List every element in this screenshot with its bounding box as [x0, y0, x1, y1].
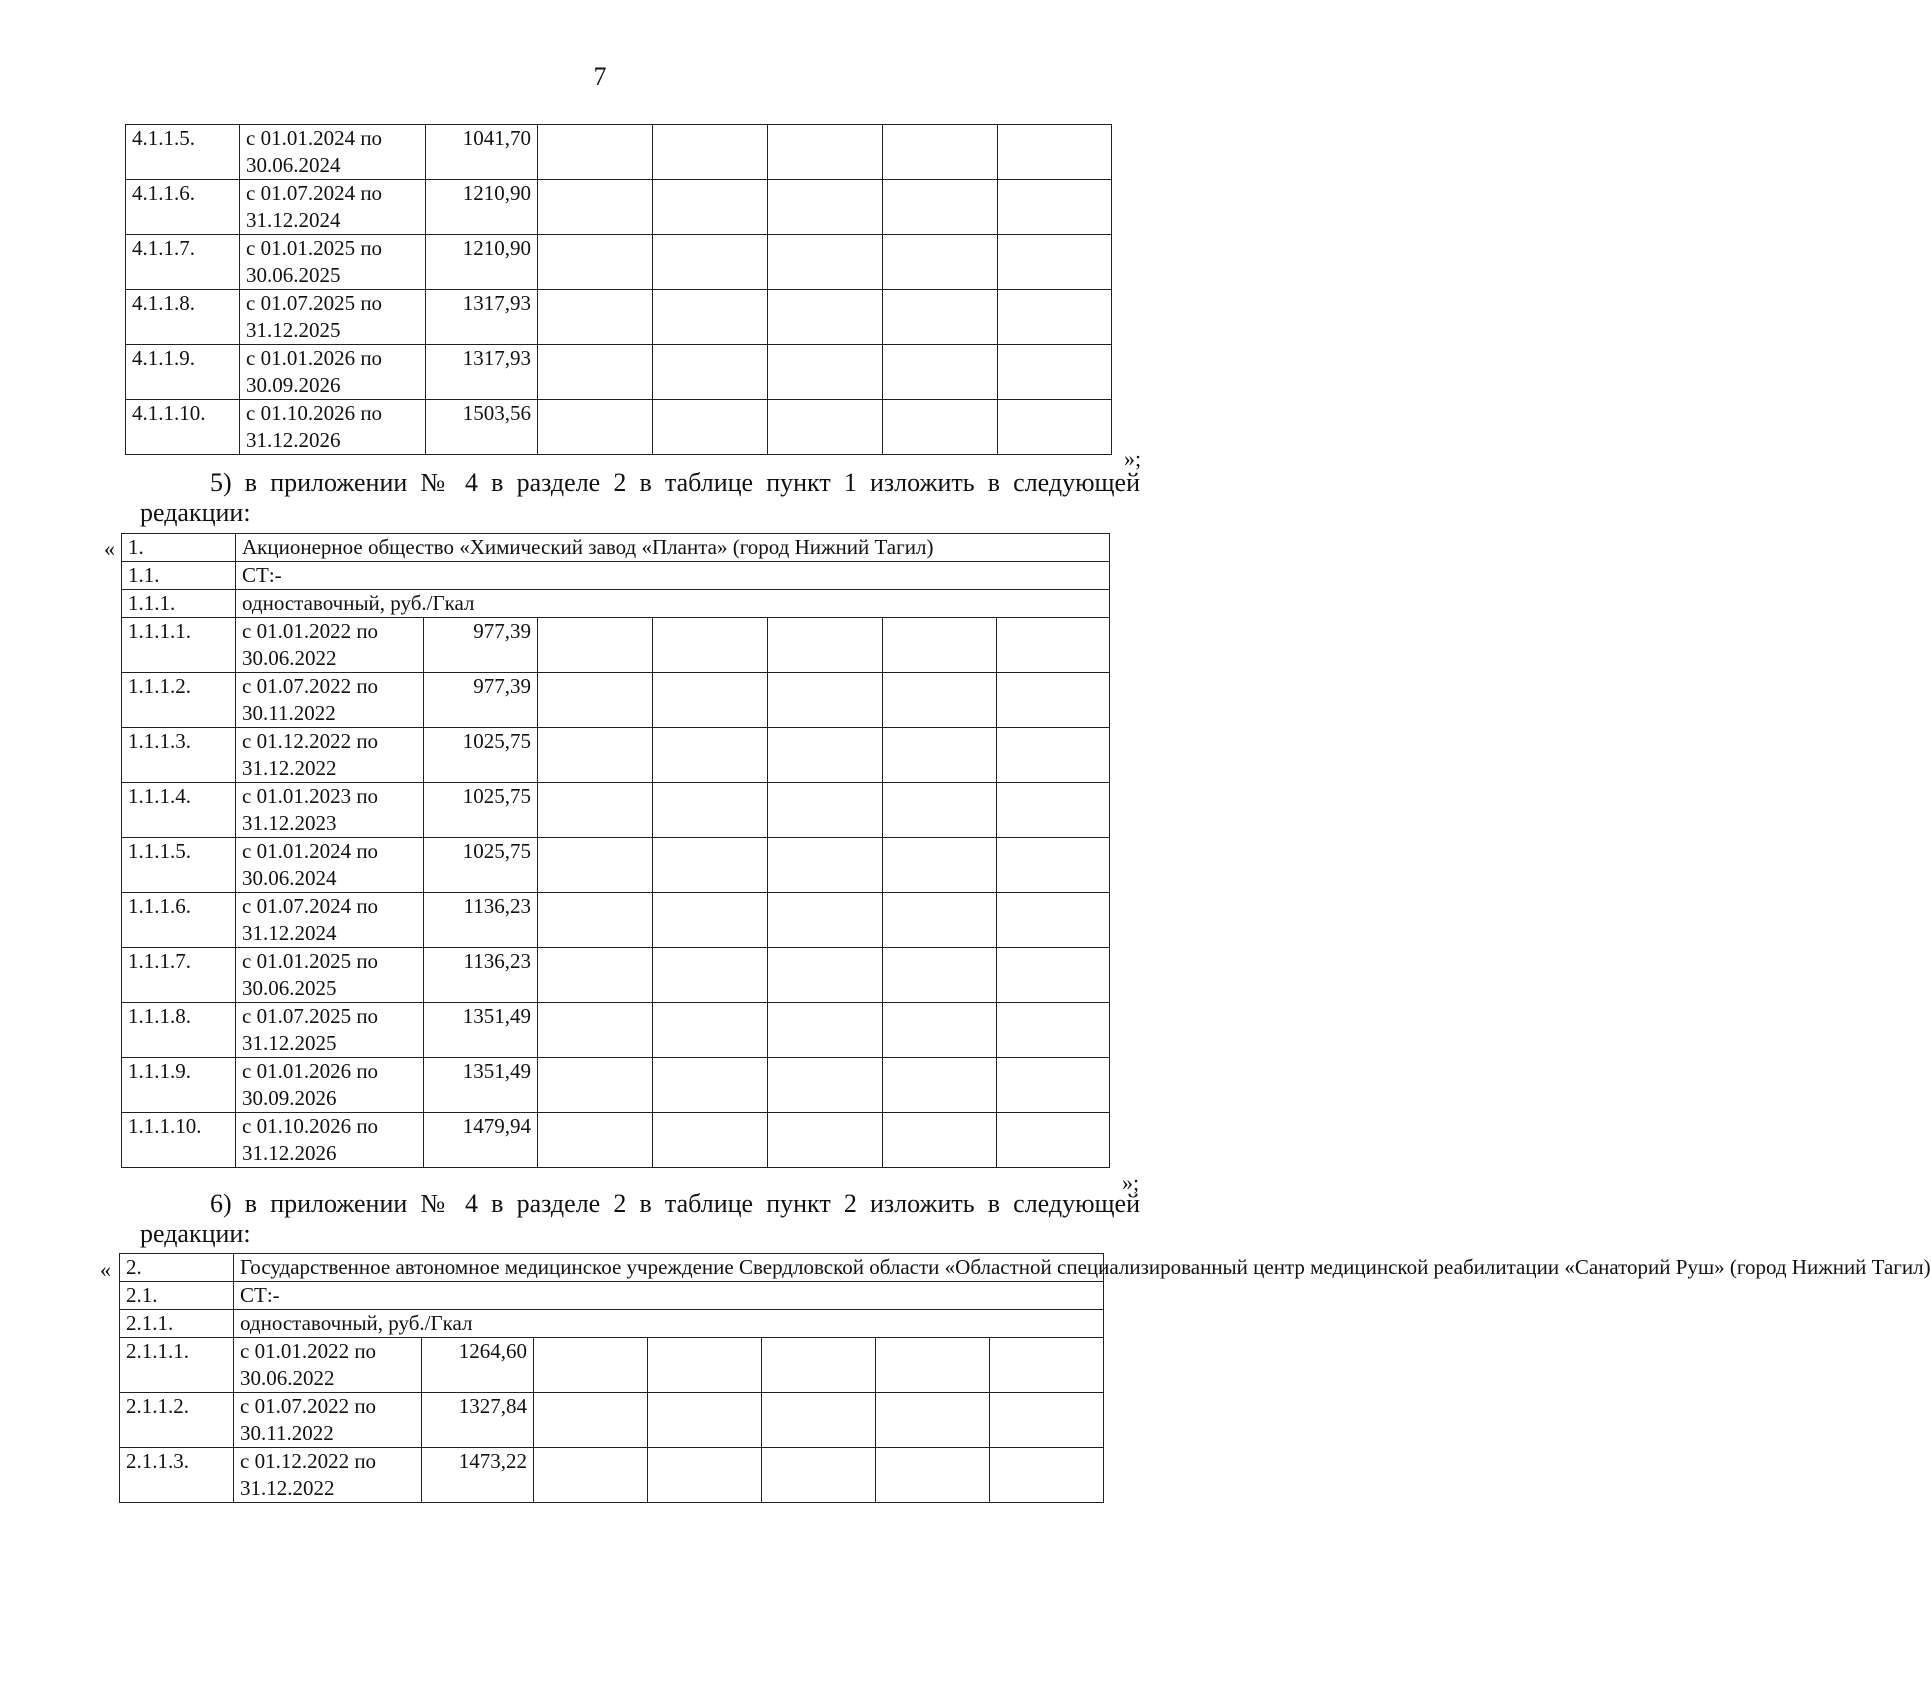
empty-cell: [538, 180, 653, 235]
period-end: 31.12.2024: [242, 921, 337, 945]
empty-cell: [538, 1058, 653, 1113]
empty-cell: [768, 673, 883, 728]
table-header-row: [120, 1310, 1104, 1338]
period-start: с 01.01.2026 по: [246, 346, 383, 370]
period-end: 31.12.2025: [242, 1031, 337, 1055]
empty-cell: [768, 290, 883, 345]
tariff-value: 1136,23: [424, 948, 538, 1003]
period-end: 31.12.2026: [246, 428, 341, 452]
empty-cell: [762, 1338, 876, 1393]
table-row: [122, 618, 1110, 673]
table-row: [122, 948, 1110, 1003]
row-code: 2.1.1.3.: [120, 1448, 234, 1503]
empty-cell: [653, 673, 768, 728]
empty-cell: [998, 180, 1112, 235]
period-end: 31.12.2024: [246, 208, 341, 232]
empty-cell: [653, 1003, 768, 1058]
table-row: [126, 290, 1112, 345]
empty-cell: [768, 948, 883, 1003]
tariff-value: 1351,49: [424, 1058, 538, 1113]
row-code: 2.1.1.1.: [120, 1338, 234, 1393]
tariff-value: 1327,84: [422, 1393, 534, 1448]
empty-cell: [883, 783, 997, 838]
period-start: с 01.01.2024 по: [242, 839, 379, 863]
period-end: 30.06.2024: [246, 153, 341, 177]
row-code: 1.1.1.6.: [122, 893, 236, 948]
row-code: 1.1.1.5.: [122, 838, 236, 893]
empty-cell: [883, 893, 997, 948]
period-cell: [236, 838, 424, 893]
organization-name: Акционерное общество «Химический завод «Планта» (город Нижний Тагил): [236, 534, 1110, 562]
system-label: СТ:-: [234, 1282, 1104, 1310]
empty-cell: [883, 1058, 997, 1113]
table-row: [122, 1058, 1110, 1113]
table-row: [122, 673, 1110, 728]
empty-cell: [648, 1393, 762, 1448]
table-header-row: [122, 590, 1110, 618]
table-row: [122, 1113, 1110, 1168]
empty-cell: [883, 400, 998, 455]
empty-cell: [538, 290, 653, 345]
table-body: [120, 1254, 1931, 1503]
period-end: 30.11.2022: [242, 701, 336, 725]
empty-cell: [653, 728, 768, 783]
tariff-value: 1503,56: [426, 400, 538, 455]
period-start: с 01.01.2022 по: [240, 1339, 377, 1363]
empty-cell: [762, 1393, 876, 1448]
table-header-row: [120, 1282, 1104, 1310]
table-row: [122, 783, 1110, 838]
empty-cell: [998, 235, 1112, 290]
tariff-value: 1210,90: [426, 235, 538, 290]
empty-cell: [653, 838, 768, 893]
empty-cell: [653, 893, 768, 948]
period-cell: [236, 1003, 424, 1058]
empty-cell: [653, 948, 768, 1003]
open-quote: «: [104, 536, 115, 561]
empty-cell: [990, 1338, 1104, 1393]
period-cell: [236, 1113, 424, 1168]
empty-cell: [653, 290, 768, 345]
row-code: 1.1.1.1.: [122, 618, 236, 673]
empty-cell: [768, 1003, 883, 1058]
period-end: 30.06.2025: [242, 976, 337, 1000]
empty-cell: [538, 838, 653, 893]
period-start: с 01.07.2025 по: [246, 291, 383, 315]
paragraph-6-text: 6) в приложении № 4 в разделе 2 в таблице пункт 2 изложить в следующей редакции:: [140, 1189, 1140, 1248]
row-code: 1.1.1.9.: [122, 1058, 236, 1113]
period-cell: [234, 1393, 422, 1448]
empty-cell: [538, 125, 653, 180]
period-end: 30.06.2024: [242, 866, 337, 890]
row-code: 1.1.1.2.: [122, 673, 236, 728]
empty-cell: [876, 1393, 990, 1448]
item-code: 2.1.: [120, 1282, 234, 1310]
empty-cell: [883, 125, 998, 180]
period-cell: [240, 180, 426, 235]
period-end: 31.12.2022: [240, 1476, 335, 1500]
table-row: [122, 728, 1110, 783]
period-start: с 01.07.2022 по: [240, 1394, 377, 1418]
empty-cell: [768, 125, 883, 180]
period-end: 30.09.2026: [242, 1086, 337, 1110]
paragraph-6: [140, 1189, 1140, 1249]
row-code: 1.1.1.10.: [122, 1113, 236, 1168]
empty-cell: [653, 180, 768, 235]
tariff-value: 1210,90: [426, 180, 538, 235]
empty-cell: [538, 893, 653, 948]
table-row: [120, 1393, 1104, 1448]
tariff-value: 1041,70: [426, 125, 538, 180]
empty-cell: [883, 728, 997, 783]
period-cell: [236, 1058, 424, 1113]
item-code: 1.1.1.: [122, 590, 236, 618]
empty-cell: [653, 235, 768, 290]
table-header-row: [120, 1254, 1104, 1282]
tariff-value: 1317,93: [426, 345, 538, 400]
table-row: [126, 235, 1112, 290]
period-cell: [236, 893, 424, 948]
tariff-value: 1025,75: [424, 728, 538, 783]
period-start: с 01.01.2025 по: [242, 949, 379, 973]
empty-cell: [997, 1113, 1110, 1168]
empty-cell: [997, 618, 1110, 673]
empty-cell: [538, 673, 653, 728]
period-start: с 01.10.2026 по: [246, 401, 383, 425]
empty-cell: [997, 728, 1110, 783]
period-start: с 01.07.2024 по: [246, 181, 383, 205]
tariff-table-planta: [121, 533, 1110, 1168]
period-cell: [236, 728, 424, 783]
table-row: [120, 1338, 1104, 1393]
table-row: [122, 838, 1110, 893]
empty-cell: [538, 235, 653, 290]
empty-cell: [997, 948, 1110, 1003]
row-code: 4.1.1.9.: [126, 345, 240, 400]
period-end: 30.06.2025: [246, 263, 341, 287]
tariff-value: 1473,22: [422, 1448, 534, 1503]
tariff-value: 977,39: [424, 673, 538, 728]
open-quote: «: [100, 1257, 111, 1282]
empty-cell: [768, 180, 883, 235]
empty-cell: [998, 400, 1112, 455]
empty-cell: [538, 400, 653, 455]
period-cell: [240, 400, 426, 455]
period-cell: [240, 345, 426, 400]
empty-cell: [883, 838, 997, 893]
item-code: 2.: [120, 1254, 234, 1282]
organization-name: Государственное автономное медицинское учреждение Свердловской области «Областной специализированный центр медицинской реабилитации «Санаторий Руш» (город Нижний Тагил): [234, 1254, 1104, 1282]
empty-cell: [768, 1058, 883, 1113]
table-body: [122, 534, 1110, 1168]
period-start: с 01.12.2022 по: [242, 729, 379, 753]
tariff-type: одноставочный, руб./Гкал: [236, 590, 1110, 618]
row-code: 1.1.1.8.: [122, 1003, 236, 1058]
table-header-row: [122, 534, 1110, 562]
empty-cell: [538, 728, 653, 783]
empty-cell: [883, 345, 998, 400]
empty-cell: [998, 125, 1112, 180]
empty-cell: [997, 673, 1110, 728]
empty-cell: [997, 1058, 1110, 1113]
empty-cell: [990, 1448, 1104, 1503]
empty-cell: [768, 235, 883, 290]
row-code: 4.1.1.10.: [126, 400, 240, 455]
item-code: 1.: [122, 534, 236, 562]
empty-cell: [762, 1448, 876, 1503]
row-code: 2.1.1.2.: [120, 1393, 234, 1448]
table-row: [126, 180, 1112, 235]
period-cell: [236, 948, 424, 1003]
empty-cell: [998, 290, 1112, 345]
table-header-row: [122, 562, 1110, 590]
period-start: с 01.01.2023 по: [242, 784, 379, 808]
period-cell: [240, 125, 426, 180]
row-code: 4.1.1.7.: [126, 235, 240, 290]
paragraph-5-text: 5) в приложении № 4 в разделе 2 в таблице пункт 1 изложить в следующей редакции:: [140, 468, 1140, 527]
period-end: 30.06.2022: [242, 646, 337, 670]
empty-cell: [768, 618, 883, 673]
paragraph-5: [140, 468, 1140, 528]
tariff-value: 1351,49: [424, 1003, 538, 1058]
empty-cell: [653, 1058, 768, 1113]
period-cell: [234, 1338, 422, 1393]
period-start: с 01.07.2025 по: [242, 1004, 379, 1028]
tariff-value: 977,39: [424, 618, 538, 673]
empty-cell: [538, 1003, 653, 1058]
row-code: 1.1.1.4.: [122, 783, 236, 838]
empty-cell: [883, 948, 997, 1003]
period-end: 30.06.2022: [240, 1366, 335, 1390]
empty-cell: [648, 1338, 762, 1393]
empty-cell: [653, 618, 768, 673]
tariff-value: 1136,23: [424, 893, 538, 948]
empty-cell: [653, 400, 768, 455]
table-row: [126, 400, 1112, 455]
empty-cell: [653, 783, 768, 838]
table-row: [126, 345, 1112, 400]
page-number: 7: [593, 62, 607, 91]
empty-cell: [768, 400, 883, 455]
period-start: с 01.01.2024 по: [246, 126, 383, 150]
table-row: [122, 893, 1110, 948]
empty-cell: [534, 1393, 648, 1448]
period-cell: [236, 783, 424, 838]
empty-cell: [538, 1113, 653, 1168]
empty-cell: [768, 783, 883, 838]
row-code: 1.1.1.7.: [122, 948, 236, 1003]
empty-cell: [876, 1448, 990, 1503]
empty-cell: [883, 180, 998, 235]
table-row: [120, 1448, 1104, 1503]
empty-cell: [538, 783, 653, 838]
empty-cell: [997, 838, 1110, 893]
empty-cell: [768, 728, 883, 783]
tariff-value: 1317,93: [426, 290, 538, 345]
tariff-value: 1025,75: [424, 783, 538, 838]
period-start: с 01.01.2025 по: [246, 236, 383, 260]
period-end: 31.12.2023: [242, 811, 337, 835]
empty-cell: [883, 618, 997, 673]
table-body: [126, 125, 1112, 455]
empty-cell: [653, 1113, 768, 1168]
empty-cell: [883, 1113, 997, 1168]
empty-cell: [538, 948, 653, 1003]
empty-cell: [768, 893, 883, 948]
empty-cell: [534, 1448, 648, 1503]
tariff-table-rush: [119, 1253, 1931, 1503]
period-cell: [240, 235, 426, 290]
empty-cell: [653, 345, 768, 400]
empty-cell: [768, 345, 883, 400]
period-cell: [234, 1448, 422, 1503]
empty-cell: [883, 1003, 997, 1058]
empty-cell: [538, 345, 653, 400]
empty-cell: [998, 345, 1112, 400]
period-start: с 01.07.2022 по: [242, 674, 379, 698]
empty-cell: [997, 893, 1110, 948]
empty-cell: [768, 838, 883, 893]
item-code: 1.1.: [122, 562, 236, 590]
empty-cell: [648, 1448, 762, 1503]
empty-cell: [876, 1338, 990, 1393]
close-quote: »;: [1122, 1170, 1140, 1195]
row-code: 4.1.1.6.: [126, 180, 240, 235]
period-end: 31.12.2022: [242, 756, 337, 780]
tariff-value: 1479,94: [424, 1113, 538, 1168]
period-end: 30.11.2022: [240, 1421, 334, 1445]
empty-cell: [538, 618, 653, 673]
tariff-table-4: [125, 124, 1112, 455]
tariff-type: одноставочный, руб./Гкал: [234, 1310, 1104, 1338]
period-start: с 01.10.2026 по: [242, 1114, 379, 1138]
period-cell: [236, 618, 424, 673]
system-label: СТ:-: [236, 562, 1110, 590]
period-start: с 01.01.2026 по: [242, 1059, 379, 1083]
row-code: 4.1.1.5.: [126, 125, 240, 180]
empty-cell: [883, 290, 998, 345]
empty-cell: [997, 783, 1110, 838]
empty-cell: [768, 1113, 883, 1168]
period-end: 31.12.2025: [246, 318, 341, 342]
period-cell: [240, 290, 426, 345]
period-start: с 01.01.2022 по: [242, 619, 379, 643]
table-row: [122, 1003, 1110, 1058]
empty-cell: [653, 125, 768, 180]
empty-cell: [990, 1393, 1104, 1448]
empty-cell: [883, 235, 998, 290]
tariff-value: 1264,60: [422, 1338, 534, 1393]
close-quote: »;: [1124, 446, 1142, 471]
empty-cell: [997, 1003, 1110, 1058]
table-row: [126, 125, 1112, 180]
period-start: с 01.07.2024 по: [242, 894, 379, 918]
period-end: 31.12.2026: [242, 1141, 337, 1165]
empty-cell: [534, 1338, 648, 1393]
row-code: 1.1.1.3.: [122, 728, 236, 783]
period-cell: [236, 673, 424, 728]
tariff-value: 1025,75: [424, 838, 538, 893]
period-end: 30.09.2026: [246, 373, 341, 397]
row-code: 4.1.1.8.: [126, 290, 240, 345]
item-code: 2.1.1.: [120, 1310, 234, 1338]
empty-cell: [883, 673, 997, 728]
period-start: с 01.12.2022 по: [240, 1449, 377, 1473]
